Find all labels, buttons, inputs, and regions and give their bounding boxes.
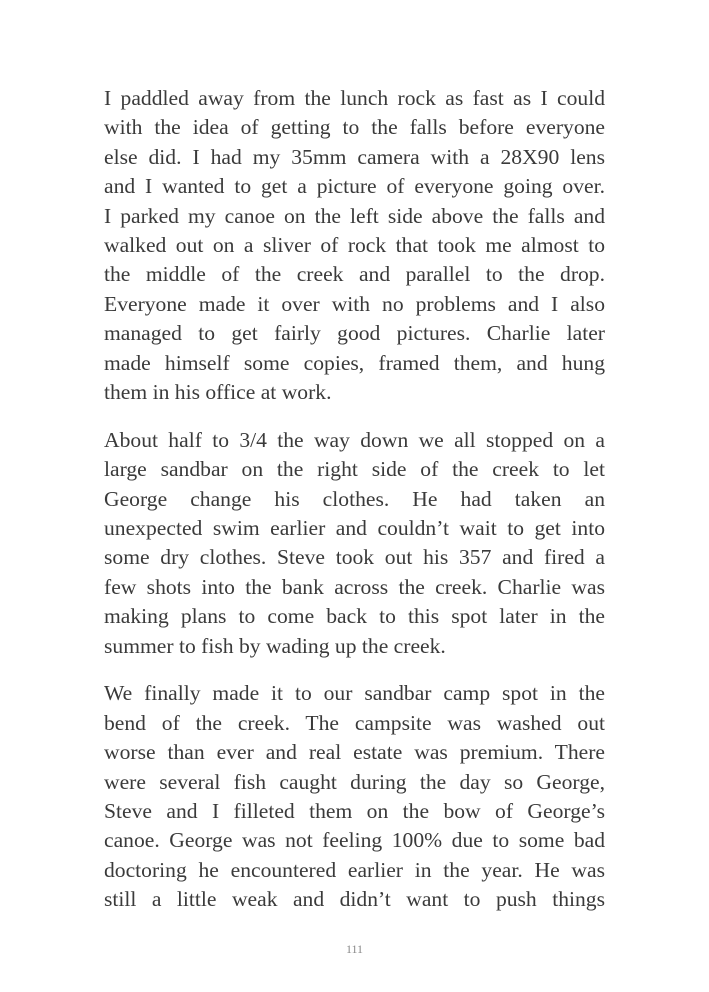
text-line: unexpected swim earlier and couldn’t wait to get into [104,515,605,540]
page-body [104,84,605,933]
text-line: I paddled away from the lunch rock as fast as I could [104,86,605,110]
page-number: 111 [345,942,364,956]
text-line: few shots into the bank across the creek. Charlie was [104,574,605,599]
text-line: them in his office at work. [104,379,332,404]
text-line: doctoring he encountered earlier in the year. He was [104,857,605,882]
text-line: else did. I had my 35mm camera with a 28X90 lens [104,144,605,169]
text-line: About half to 3/4 the way down we all stopped on a [104,427,605,452]
text-line: Steve and I filleted them on the bow of George’s [104,798,605,823]
paragraph [104,679,605,914]
text-line: large sandbar on the right side of the creek to let [104,457,605,482]
paragraph [104,426,605,661]
text-line: some dry clothes. Steve took out his 357 and fired a [104,545,605,570]
text-line: walked out on a sliver of rock that took me almost to [104,232,605,257]
text-line: with the idea of getting to the falls before everyone [104,115,605,140]
text-line: We finally made it to our sandbar camp spot in the [104,681,605,706]
text-line: still a little weak and didn’t want to push things [104,887,605,912]
text-line: I parked my canoe on the left side above the falls and [104,203,605,228]
text-line: George change his clothes. He had taken an [104,486,605,511]
text-line: were several fish caught during the day so George, [104,769,605,794]
text-line: canoe. George was not feeling 100% due to some bad [104,828,605,853]
text-line: made himself some copies, framed them, and hung [104,350,605,375]
paragraph [104,84,605,407]
text-line: managed to get fairly good pictures. Charlie later [104,321,605,346]
text-line: Everyone made it over with no problems and I also [104,291,605,316]
text-line: making plans to come back to this spot later in the [104,604,605,629]
text-line: and I wanted to get a picture of everyone going over. [104,174,605,199]
text-line: the middle of the creek and parallel to the drop. [104,262,605,287]
text-line: bend of the creek. The campsite was washed out [104,710,605,735]
text-line: worse than ever and real estate was premium. There [104,740,605,765]
text-line: summer to fish by wading up the creek. [104,633,446,658]
